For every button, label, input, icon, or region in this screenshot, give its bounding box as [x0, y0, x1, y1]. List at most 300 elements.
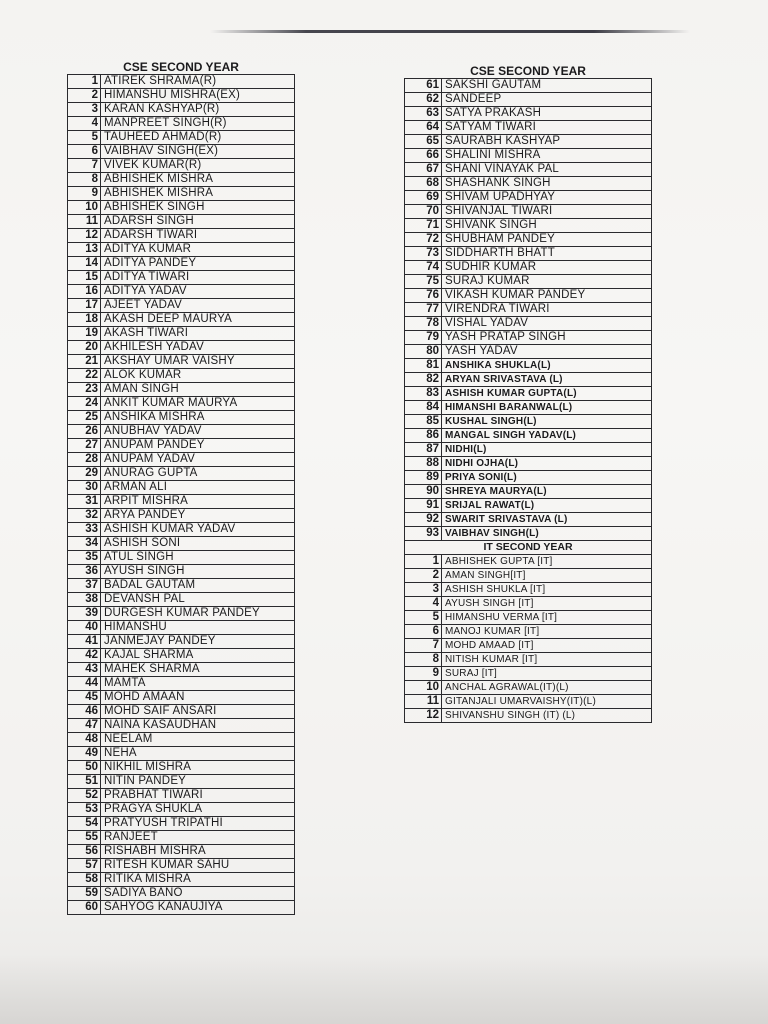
student-name: AKASH DEEP MAURYA: [101, 313, 295, 327]
serial-number: 37: [68, 579, 101, 593]
student-name: SAKSHI GAUTAM: [442, 79, 652, 93]
serial-number: 13: [68, 243, 101, 257]
serial-number: 61: [405, 79, 442, 93]
table-row: [405, 597, 652, 611]
table-row: [405, 79, 652, 93]
serial-number: 8: [405, 653, 442, 667]
serial-number: 17: [68, 299, 101, 313]
student-name: SHASHANK SINGH: [442, 177, 652, 191]
table-row: [405, 569, 652, 583]
table-row: [68, 215, 295, 229]
table-row: [68, 663, 295, 677]
table-row: [405, 135, 652, 149]
student-name: ADITYA TIWARI: [101, 271, 295, 285]
serial-number: 78: [405, 317, 442, 331]
serial-number: 8: [68, 173, 101, 187]
student-name: JANMEJAY PANDEY: [101, 635, 295, 649]
serial-number: 83: [405, 387, 442, 401]
student-name: AKASH TIWARI: [101, 327, 295, 341]
student-name: KARAN KASHYAP(R): [101, 103, 295, 117]
table-row: [405, 457, 652, 471]
serial-number: 75: [405, 275, 442, 289]
serial-number: 33: [68, 523, 101, 537]
serial-number: 60: [68, 901, 101, 915]
table-row: [68, 803, 295, 817]
student-name: SIDDHARTH BHATT: [442, 247, 652, 261]
serial-number: 20: [68, 341, 101, 355]
table-row: [68, 397, 295, 411]
table-row: [405, 667, 652, 681]
table-row: [68, 621, 295, 635]
table-row: [68, 495, 295, 509]
student-name: ADITYA YADAV: [101, 285, 295, 299]
student-name: ARYA PANDEY: [101, 509, 295, 523]
serial-number: 3: [405, 583, 442, 597]
student-name: ADARSH SINGH: [101, 215, 295, 229]
serial-number: 2: [68, 89, 101, 103]
serial-number: 38: [68, 593, 101, 607]
serial-number: 67: [405, 163, 442, 177]
student-name: VISHAL YADAV: [442, 317, 652, 331]
serial-number: 25: [68, 411, 101, 425]
student-name: MOHD AMAAN: [101, 691, 295, 705]
student-name: GITANJALI UMARVAISHY(IT)(L): [442, 695, 652, 709]
serial-number: 26: [68, 425, 101, 439]
serial-number: 41: [68, 635, 101, 649]
student-name: SHUBHAM PANDEY: [442, 233, 652, 247]
student-name: AYUSH SINGH: [101, 565, 295, 579]
serial-number: 11: [405, 695, 442, 709]
student-name: PRATYUSH TRIPATHI: [101, 817, 295, 831]
student-name: ANKIT KUMAR MAURYA: [101, 397, 295, 411]
student-name: HIMANSHU: [101, 621, 295, 635]
table-row: [405, 275, 652, 289]
table-row: [405, 93, 652, 107]
student-name: ADITYA PANDEY: [101, 257, 295, 271]
serial-number: 11: [68, 215, 101, 229]
serial-number: 56: [68, 845, 101, 859]
student-name: VIVEK KUMAR(R): [101, 159, 295, 173]
student-name: AYUSH SINGH [IT]: [442, 597, 652, 611]
table-row: [405, 583, 652, 597]
table-row: [405, 373, 652, 387]
student-name: PRAGYA SHUKLA: [101, 803, 295, 817]
student-name: NIKHIL MISHRA: [101, 761, 295, 775]
serial-number: 18: [68, 313, 101, 327]
right-block-heading: CSE SECOND YEAR: [470, 64, 586, 78]
serial-number: 55: [68, 831, 101, 845]
table-row: [68, 117, 295, 131]
student-name: SHIVANSHU SINGH (IT) (L): [442, 709, 652, 723]
table-row: [68, 551, 295, 565]
serial-number: 62: [405, 93, 442, 107]
student-name: ANURAG GUPTA: [101, 467, 295, 481]
serial-number: 84: [405, 401, 442, 415]
table-row: [405, 107, 652, 121]
student-name: ARYAN SRIVASTAVA (L): [442, 373, 652, 387]
serial-number: 74: [405, 261, 442, 275]
table-row: [68, 453, 295, 467]
serial-number: 47: [68, 719, 101, 733]
table-row: [68, 89, 295, 103]
table-row: [68, 845, 295, 859]
serial-number: 10: [68, 201, 101, 215]
student-name: KUSHAL SINGH(L): [442, 415, 652, 429]
section-heading-row: [405, 541, 652, 555]
serial-number: 4: [68, 117, 101, 131]
serial-number: 31: [68, 495, 101, 509]
table-row: [405, 681, 652, 695]
serial-number: 34: [68, 537, 101, 551]
serial-number: 54: [68, 817, 101, 831]
serial-number: 72: [405, 233, 442, 247]
student-name: ABHISHEK SINGH: [101, 201, 295, 215]
student-name: SAURABH KASHYAP: [442, 135, 652, 149]
student-name: AKSHAY UMAR VAISHY: [101, 355, 295, 369]
student-name: PRABHAT TIWARI: [101, 789, 295, 803]
table-row: [405, 555, 652, 569]
table-row: [405, 163, 652, 177]
student-name: ARPIT MISHRA: [101, 495, 295, 509]
student-name: ANSHIKA SHUKLA(L): [442, 359, 652, 373]
student-name: SHIVANK SINGH: [442, 219, 652, 233]
table-row: [68, 705, 295, 719]
table-row: [68, 299, 295, 313]
student-name: SURAJ KUMAR: [442, 275, 652, 289]
table-row: [68, 383, 295, 397]
table-row: [68, 593, 295, 607]
student-name: NIDHI(L): [442, 443, 652, 457]
serial-number: 22: [68, 369, 101, 383]
table-row: [68, 831, 295, 845]
serial-number: 88: [405, 457, 442, 471]
table-row: [68, 145, 295, 159]
serial-number: 23: [68, 383, 101, 397]
table-row: [68, 271, 295, 285]
serial-number: 49: [68, 747, 101, 761]
table-row: [405, 401, 652, 415]
table-row: [68, 887, 295, 901]
serial-number: 52: [68, 789, 101, 803]
left-block-heading: CSE SECOND YEAR: [123, 60, 239, 74]
serial-number: 1: [68, 75, 101, 89]
table-row: [68, 103, 295, 117]
student-name: MOHD AMAAD [IT]: [442, 639, 652, 653]
serial-number: 93: [405, 527, 442, 541]
table-row: [405, 415, 652, 429]
serial-number: 15: [68, 271, 101, 285]
serial-number: 45: [68, 691, 101, 705]
serial-number: 29: [68, 467, 101, 481]
serial-number: 44: [68, 677, 101, 691]
student-name: MANPREET SINGH(R): [101, 117, 295, 131]
table-row: [68, 257, 295, 271]
table-row: [405, 653, 652, 667]
student-name: SHREYA MAURYA(L): [442, 485, 652, 499]
serial-number: 5: [68, 131, 101, 145]
serial-number: 35: [68, 551, 101, 565]
table-row: [68, 691, 295, 705]
table-row: [405, 499, 652, 513]
serial-number: 4: [405, 597, 442, 611]
table-row: [68, 579, 295, 593]
student-name: SAHYOG KANAUJIYA: [101, 901, 295, 915]
student-name: ANUPAM YADAV: [101, 453, 295, 467]
serial-number: 7: [405, 639, 442, 653]
serial-number: 2: [405, 569, 442, 583]
student-name: SATYAM TIWARI: [442, 121, 652, 135]
table-row: [68, 565, 295, 579]
serial-number: 5: [405, 611, 442, 625]
serial-number: 90: [405, 485, 442, 499]
student-name: DEVANSH PAL: [101, 593, 295, 607]
serial-number: 43: [68, 663, 101, 677]
student-name: ABHISHEK MISHRA: [101, 173, 295, 187]
student-name: BADAL GAUTAM: [101, 579, 295, 593]
serial-number: 89: [405, 471, 442, 485]
student-name: MAMTA: [101, 677, 295, 691]
table-row: [68, 761, 295, 775]
student-name: MAHEK SHARMA: [101, 663, 295, 677]
serial-number: 51: [68, 775, 101, 789]
student-name: ASHISH SHUKLA [IT]: [442, 583, 652, 597]
student-name: AMAN SINGH[IT]: [442, 569, 652, 583]
serial-number: 19: [68, 327, 101, 341]
left-roll-table: [67, 74, 295, 915]
serial-number: 70: [405, 205, 442, 219]
table-row: [405, 639, 652, 653]
student-name: VIKASH KUMAR PANDEY: [442, 289, 652, 303]
student-name: ADARSH TIWARI: [101, 229, 295, 243]
table-row: [68, 369, 295, 383]
serial-number: 92: [405, 513, 442, 527]
table-row: [68, 775, 295, 789]
serial-number: 53: [68, 803, 101, 817]
serial-number: 30: [68, 481, 101, 495]
serial-number: 27: [68, 439, 101, 453]
student-name: MANGAL SINGH YADAV(L): [442, 429, 652, 443]
table-row: [68, 873, 295, 887]
serial-number: 12: [68, 229, 101, 243]
student-name: SURAJ [IT]: [442, 667, 652, 681]
serial-number: 82: [405, 373, 442, 387]
serial-number: 80: [405, 345, 442, 359]
table-row: [405, 387, 652, 401]
student-name: NEHA: [101, 747, 295, 761]
student-name: ABHISHEK GUPTA [IT]: [442, 555, 652, 569]
page-top-edge: [210, 30, 690, 33]
serial-number: 66: [405, 149, 442, 163]
table-row: [405, 709, 652, 723]
student-name: NAINA KASAUDHAN: [101, 719, 295, 733]
student-name: ABHISHEK MISHRA: [101, 187, 295, 201]
table-row: [405, 149, 652, 163]
table-row: [405, 219, 652, 233]
student-name: NITISH KUMAR [IT]: [442, 653, 652, 667]
student-name: SWARIT SRIVASTAVA (L): [442, 513, 652, 527]
serial-number: 6: [405, 625, 442, 639]
table-row: [405, 359, 652, 373]
serial-number: 1: [405, 555, 442, 569]
serial-number: 21: [68, 355, 101, 369]
student-name: SUDHIR KUMAR: [442, 261, 652, 275]
serial-number: 85: [405, 415, 442, 429]
serial-number: 32: [68, 509, 101, 523]
table-row: [405, 611, 652, 625]
student-name: ATIREK SHRAMA(R): [101, 75, 295, 89]
bottom-shadow: [0, 954, 768, 1024]
student-name: ANSHIKA MISHRA: [101, 411, 295, 425]
table-row: [68, 719, 295, 733]
table-row: [405, 513, 652, 527]
student-name: ASHISH KUMAR YADAV: [101, 523, 295, 537]
serial-number: 36: [68, 565, 101, 579]
serial-number: 7: [68, 159, 101, 173]
student-name: DURGESH KUMAR PANDEY: [101, 607, 295, 621]
serial-number: 48: [68, 733, 101, 747]
student-name: NEELAM: [101, 733, 295, 747]
serial-number: 6: [68, 145, 101, 159]
table-row: [68, 173, 295, 187]
serial-number: 86: [405, 429, 442, 443]
table-row: [405, 205, 652, 219]
serial-number: 42: [68, 649, 101, 663]
serial-number: 46: [68, 705, 101, 719]
table-row: [405, 695, 652, 709]
table-row: [68, 733, 295, 747]
table-row: [68, 677, 295, 691]
student-name: AKHILESH YADAV: [101, 341, 295, 355]
table-row: [68, 243, 295, 257]
student-name: ARMAN ALI: [101, 481, 295, 495]
table-row: [405, 331, 652, 345]
student-name: HIMANSHU VERMA [IT]: [442, 611, 652, 625]
table-row: [405, 345, 652, 359]
student-name: RITESH KUMAR SAHU: [101, 859, 295, 873]
table-row: [68, 201, 295, 215]
table-row: [68, 439, 295, 453]
serial-number: 71: [405, 219, 442, 233]
student-name: VAIBHAV SINGH(EX): [101, 145, 295, 159]
table-row: [405, 429, 652, 443]
table-row: [68, 649, 295, 663]
table-row: [405, 121, 652, 135]
student-name: YASH PRATAP SINGH: [442, 331, 652, 345]
table-row: [405, 443, 652, 457]
serial-number: 69: [405, 191, 442, 205]
student-name: YASH YADAV: [442, 345, 652, 359]
serial-number: 16: [68, 285, 101, 299]
serial-number: 87: [405, 443, 442, 457]
table-row: [405, 625, 652, 639]
serial-number: 39: [68, 607, 101, 621]
serial-number: 24: [68, 397, 101, 411]
table-row: [68, 747, 295, 761]
student-name: SHIVAM UPADHYAY: [442, 191, 652, 205]
table-row: [405, 303, 652, 317]
student-name: RANJEET: [101, 831, 295, 845]
student-name: SANDEEP: [442, 93, 652, 107]
table-row: [405, 485, 652, 499]
serial-number: 63: [405, 107, 442, 121]
table-row: [68, 859, 295, 873]
table-row: [405, 289, 652, 303]
table-row: [68, 607, 295, 621]
student-name: RISHABH MISHRA: [101, 845, 295, 859]
serial-number: 10: [405, 681, 442, 695]
student-name: ASHISH SONI: [101, 537, 295, 551]
student-name: KAJAL SHARMA: [101, 649, 295, 663]
table-row: [68, 635, 295, 649]
serial-number: 14: [68, 257, 101, 271]
student-name: VIRENDRA TIWARI: [442, 303, 652, 317]
student-name: ASHISH KUMAR GUPTA(L): [442, 387, 652, 401]
table-row: [405, 247, 652, 261]
table-row: [68, 159, 295, 173]
serial-number: 77: [405, 303, 442, 317]
table-row: [68, 229, 295, 243]
student-name: SHANI VINAYAK PAL: [442, 163, 652, 177]
table-row: [68, 187, 295, 201]
student-name: MOHD SAIF ANSARI: [101, 705, 295, 719]
student-name: ANUPAM PANDEY: [101, 439, 295, 453]
table-row: [405, 317, 652, 331]
student-name: AMAN SINGH: [101, 383, 295, 397]
serial-number: 76: [405, 289, 442, 303]
table-row: [68, 341, 295, 355]
serial-number: 79: [405, 331, 442, 345]
serial-number: 28: [68, 453, 101, 467]
student-name: SATYA PRAKASH: [442, 107, 652, 121]
student-name: ADITYA KUMAR: [101, 243, 295, 257]
table-row: [68, 327, 295, 341]
student-name: HIMANSHU MISHRA(EX): [101, 89, 295, 103]
serial-number: 57: [68, 859, 101, 873]
table-row: [405, 177, 652, 191]
serial-number: 68: [405, 177, 442, 191]
table-row: [68, 509, 295, 523]
table-row: [68, 901, 295, 915]
student-name: TAUHEED AHMAD(R): [101, 131, 295, 145]
table-row: [405, 191, 652, 205]
table-row: [68, 817, 295, 831]
table-row: [68, 75, 295, 89]
right-roll-table: [404, 78, 652, 723]
table-row: [68, 355, 295, 369]
student-name: VAIBHAV SINGH(L): [442, 527, 652, 541]
student-name: NIDHI OJHA(L): [442, 457, 652, 471]
serial-number: 50: [68, 761, 101, 775]
table-row: [68, 313, 295, 327]
serial-number: 9: [68, 187, 101, 201]
table-row: [405, 233, 652, 247]
student-name: ANCHAL AGRAWAL(IT)(L): [442, 681, 652, 695]
serial-number: 58: [68, 873, 101, 887]
student-name: MANOJ KUMAR [IT]: [442, 625, 652, 639]
serial-number: 81: [405, 359, 442, 373]
student-name: ATUL SINGH: [101, 551, 295, 565]
serial-number: 3: [68, 103, 101, 117]
student-name: ALOK KUMAR: [101, 369, 295, 383]
table-row: [68, 537, 295, 551]
table-row: [405, 261, 652, 275]
table-row: [68, 481, 295, 495]
student-name: RITIKA MISHRA: [101, 873, 295, 887]
serial-number: 12: [405, 709, 442, 723]
serial-number: 40: [68, 621, 101, 635]
student-name: AJEET YADAV: [101, 299, 295, 313]
table-row: [405, 471, 652, 485]
